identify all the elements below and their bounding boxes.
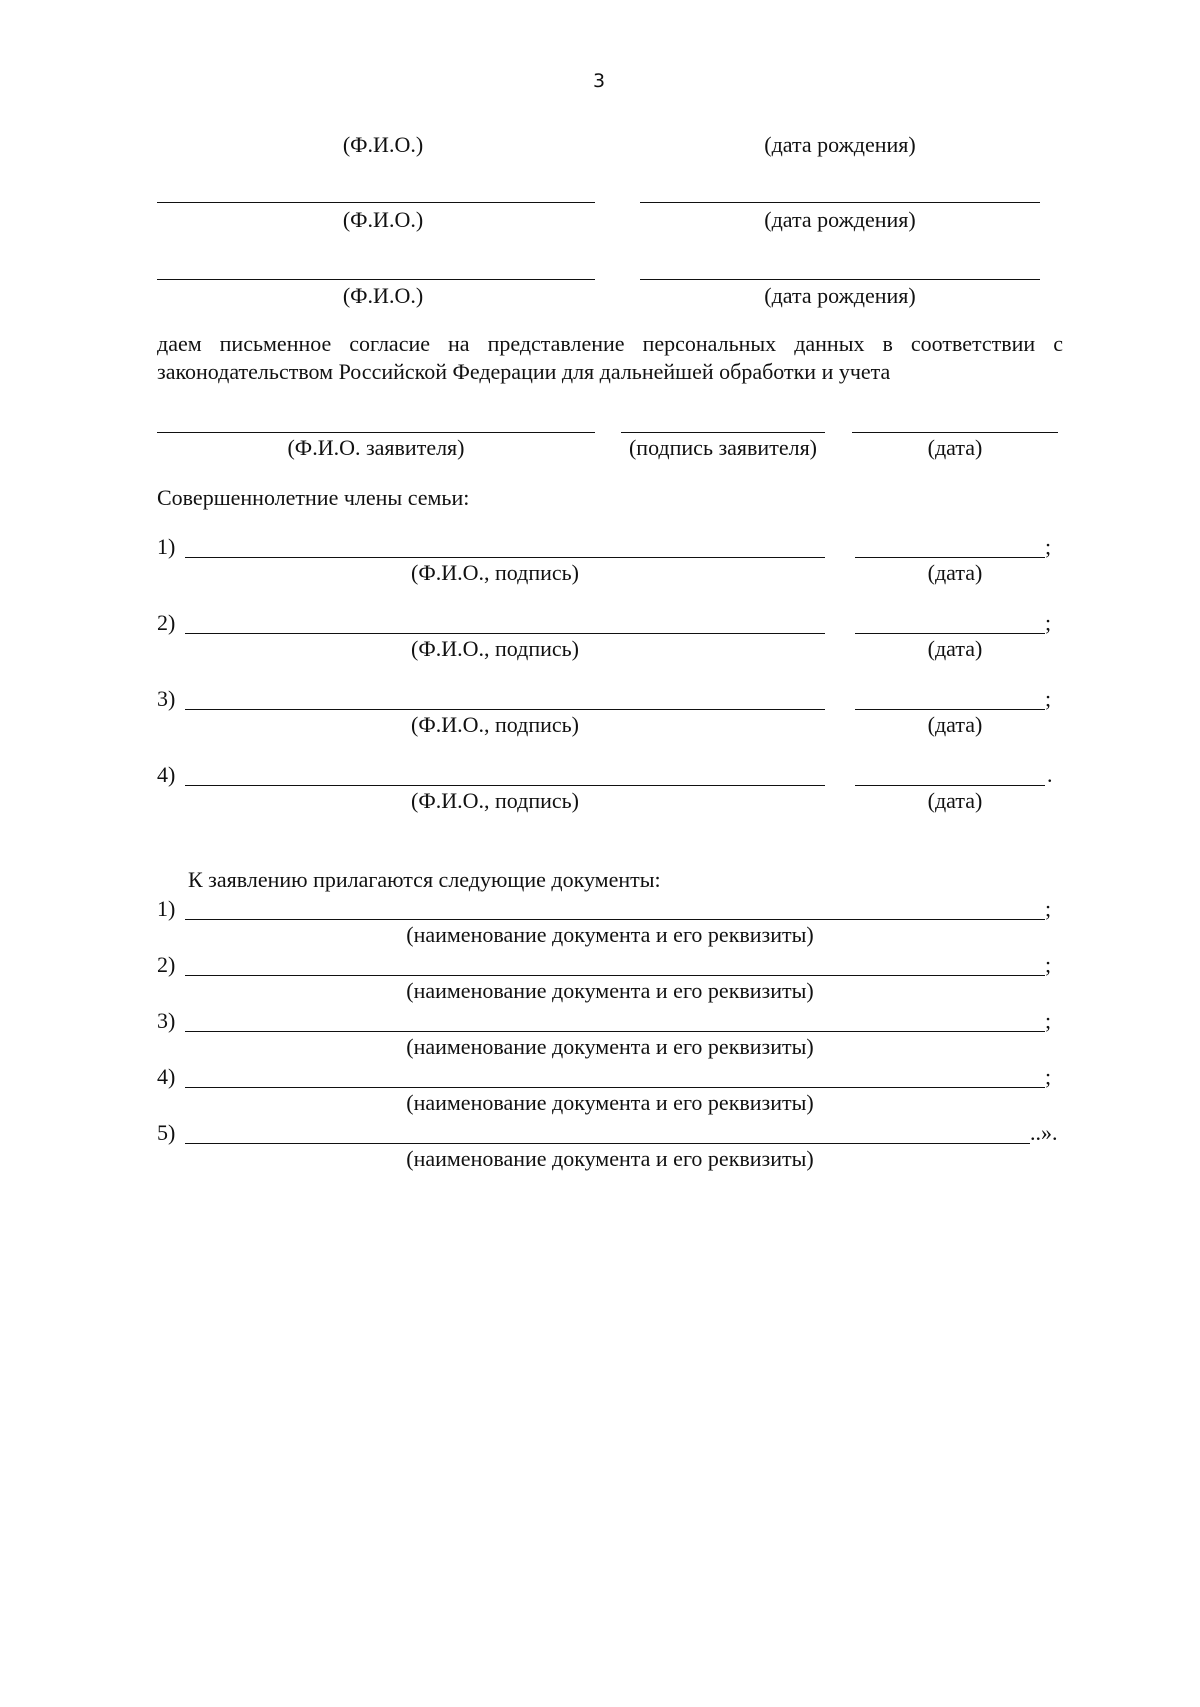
birth-date-caption: (дата рождения) [764,283,916,308]
fio-line[interactable] [157,279,595,280]
fio-line[interactable] [157,202,595,203]
family-heading: Совершеннолетние члены семьи: [157,485,470,510]
family-item-end: ; [1045,686,1052,711]
birth-date-line[interactable] [640,279,1040,280]
family-item-end: . [1047,762,1053,787]
document-caption: (наименование документа и его реквизиты) [406,1146,814,1171]
family-fio-signature-line[interactable] [185,633,825,634]
family-fio-signature-line[interactable] [185,709,825,710]
family-fio-signature-caption: (Ф.И.О., подпись) [411,636,579,661]
applicant-fio-line[interactable] [157,432,595,433]
document-item-end: ; [1045,1064,1052,1089]
document-line[interactable] [185,1031,1045,1032]
family-fio-signature-line[interactable] [185,785,825,786]
document-caption: (наименование документа и его реквизиты) [406,1090,814,1115]
fio-caption: (Ф.И.О.) [342,132,424,157]
family-item-end: ; [1045,610,1052,635]
document-item-number: 5) [157,1120,176,1145]
document-item-end: ; [1045,896,1052,921]
family-date-caption: (дата) [927,636,983,661]
family-fio-signature-line[interactable] [185,557,825,558]
document-item-number: 1) [157,896,176,921]
family-date-caption: (дата) [927,788,983,813]
family-date-line[interactable] [855,785,1045,786]
document-item-number: 2) [157,952,176,977]
applicant-signature-line[interactable] [621,432,825,433]
family-date-line[interactable] [855,633,1045,634]
document-caption: (наименование документа и его реквизиты) [406,978,814,1003]
document-item-end: ; [1045,1008,1052,1033]
document-item-number: 4) [157,1064,176,1089]
family-item-number: 4) [157,762,176,787]
document-item-number: 3) [157,1008,176,1033]
applicant-date-caption: (дата) [927,435,983,460]
applicant-fio-caption: (Ф.И.О. заявителя) [287,435,465,460]
consent-paragraph: даем письменное согласие на представление персональных данных в соответствии с законодательством Российской Федерации для дальнейшей обработки и учета [157,331,1063,384]
family-item-number: 1) [157,534,176,559]
family-date-line[interactable] [855,709,1045,710]
family-item-number: 3) [157,686,176,711]
family-date-caption: (дата) [927,560,983,585]
birth-date-line[interactable] [640,202,1040,203]
documents-heading: К заявлению прилагаются следующие документы: [188,867,661,892]
family-fio-signature-caption: (Ф.И.О., подпись) [411,712,579,737]
birth-date-caption: (дата рождения) [764,132,916,157]
family-date-caption: (дата) [927,712,983,737]
document-item-end: ; [1045,952,1052,977]
document-line[interactable] [185,975,1045,976]
document-caption: (наименование документа и его реквизиты) [406,1034,814,1059]
family-item-end: ; [1045,534,1052,559]
document-line[interactable] [185,919,1045,920]
family-date-line[interactable] [855,557,1045,558]
applicant-signature-caption: (подпись заявителя) [628,435,818,460]
fio-caption: (Ф.И.О.) [342,283,424,308]
family-item-number: 2) [157,610,176,635]
applicant-date-line[interactable] [852,432,1058,433]
document-caption: (наименование документа и его реквизиты) [406,922,814,947]
page-number: 3 [593,70,606,92]
fio-caption: (Ф.И.О.) [342,207,424,232]
document-item-end: ..». [1030,1120,1058,1145]
document-line[interactable] [185,1087,1045,1088]
document-line[interactable] [185,1143,1030,1144]
birth-date-caption: (дата рождения) [764,207,916,232]
family-fio-signature-caption: (Ф.И.О., подпись) [411,788,579,813]
family-fio-signature-caption: (Ф.И.О., подпись) [411,560,579,585]
